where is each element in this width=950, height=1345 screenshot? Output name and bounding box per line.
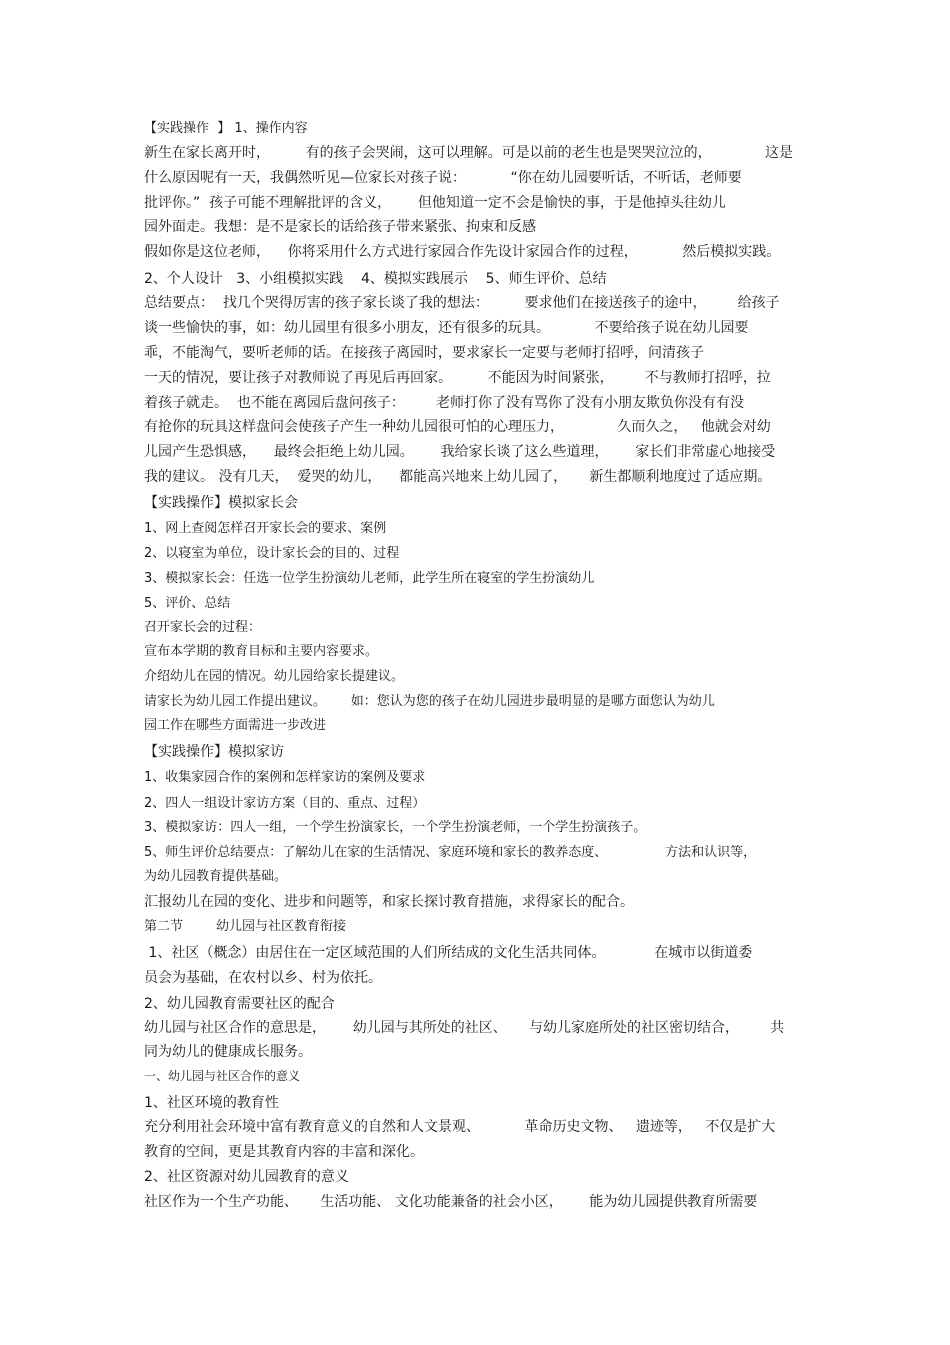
text-line: 1、社区环境的教育性: [144, 1095, 279, 1111]
text-line: 教育的空间，更是其教育内容的丰富和深化。: [144, 1144, 424, 1160]
text-line: 【实践操作 】 1、操作内容: [144, 121, 308, 136]
text-line: 汇报幼儿在园的变化、进步和问题等，和家长探讨教育措施，求得家长的配合。: [144, 894, 634, 910]
text-line: 1、网上查阅怎样召开家长会的要求、案例: [144, 521, 387, 536]
text-line: 新生在家长离开时， 有的孩子会哭闹，这可以理解。可是以前的老生也是哭哭泣泣的， 这是: [144, 145, 794, 161]
text-line: 员会为基础，在农村以乡、村为依托。: [144, 970, 382, 986]
text-line: 我的建议。 没有几天， 爱哭的幼儿， 都能高兴地来上幼儿园了， 新生都顺利地度过了适应期。: [144, 469, 772, 485]
text-line: 5、评价、总结: [144, 596, 231, 611]
text-line: 介绍幼儿在园的情况。幼儿园给家长提建议。: [144, 669, 405, 684]
text-line: 有抢你的玩具这样盘问会使孩子产生一种幼儿园很可怕的心理压力， 久而久之， 他就会对幼: [144, 419, 771, 435]
text-line: 乖，不能淘气，要听老师的话。在接孩子离园时，要求家长一定要与老师打招呼，问清孩子: [144, 345, 704, 361]
text-line: 同为幼儿的健康成长服务。: [144, 1044, 312, 1060]
section-heading: 第二节 幼儿园与社区教育衔接: [144, 919, 347, 934]
text-line: 充分利用社会环境中富有教育意义的自然和人文景观、 革命历史文物、 遗迹等， 不仅是扩大: [144, 1119, 776, 1135]
section-heading: 【实践操作】模拟家访: [144, 744, 284, 760]
text-line: 2、以寝室为单位，设计家长会的目的、过程: [144, 546, 400, 561]
text-line: 5、师生评价总结要点：了解幼儿在家的生活情况、家庭环境和家长的教养态度、 方法和认识等，: [144, 845, 757, 860]
text-line: 幼儿园与社区合作的意思是， 幼儿园与其所处的社区、 与幼儿家庭所处的社区密切结合， 共: [144, 1020, 785, 1036]
section-heading: 一、幼儿园与社区合作的意义: [144, 1069, 301, 1083]
text-line: 2、社区资源对幼儿园教育的意义: [144, 1169, 349, 1185]
text-line: 为幼儿园教育提供基础。: [144, 869, 288, 884]
text-line: 总结要点： 找几个哭得厉害的孩子家长谈了我的想法： 要求他们在接送孩子的途中， 给孩子: [144, 295, 780, 311]
text-line: 1、收集家园合作的案例和怎样家访的案例及要求: [144, 770, 426, 785]
text-line: 假如你是这位老师， 你将采用什么方式进行家园合作先设计家园合作的过程， 然后模拟实践。: [144, 244, 781, 260]
text-line: 1、社区（概念）由居住在一定区域范围的人们所结成的文化生活共同体。 在城市以街道委: [144, 945, 753, 961]
section-heading: 【实践操作】模拟家长会: [144, 495, 298, 511]
text-line: 召开家长会的过程：: [144, 620, 262, 635]
text-line: 着孩子就走。 也不能在离园后盘问孩子： 老师打你了没有骂你了没有小朋友欺负你没有有没: [144, 395, 745, 411]
text-line: 园外面走。我想：是不是家长的话给孩子带来紧张、拘束和反感: [144, 219, 536, 235]
text-line: 请家长为幼儿园工作提出建议。 如：您认为您的孩子在幼儿园进步最明显的是哪方面您认为幼儿: [144, 694, 715, 709]
text-line: 3、模拟家长会：任选一位学生扮演幼儿老师，此学生所在寝室的学生扮演幼儿: [144, 571, 595, 586]
text-line: 2、四人一组设计家访方案（目的、重点、过程）: [144, 796, 426, 811]
text-line: 2、幼儿园教育需要社区的配合: [144, 996, 335, 1012]
text-line: 园工作在哪些方面需进一步改进: [144, 718, 327, 733]
text-line: 社区作为一个生产功能、 生活功能、 文化功能兼备的社会小区， 能为幼儿园提供教育所需要: [144, 1194, 758, 1210]
text-line: 谈一些愉快的事，如：幼儿园里有很多小朋友，还有很多的玩具。 不要给孩子说在幼儿园要: [144, 320, 749, 336]
text-line: 3、模拟家访：四人一组，一个学生扮演家长，一个学生扮演老师，一个学生扮演孩子。: [144, 820, 647, 835]
text-line: 2、个人设计 3、小组模拟实践 4、模拟实践展示 5、师生评价、总结: [144, 271, 607, 287]
text-line: 宣布本学期的教育目标和主要内容要求。: [144, 644, 379, 659]
text-line: 儿园产生恐惧感， 最终会拒绝上幼儿园。 我给家长谈了这么些道理， 家长们非常虚心地接受: [144, 444, 776, 460]
text-line: 一天的情况，要让孩子对教师说了再见后再回家。 不能因为时间紧张， 不与教师打招呼，拉: [144, 370, 771, 386]
text-line: 什么原因呢有一天，我偶然听见—位家长对孩子说： “你在幼儿园要听话，不听话，老师要: [144, 170, 742, 186]
text-line: 批评你。” 孩子可能不理解批评的含义， 但他知道一定不会是愉快的事，于是他掉头往幼儿: [144, 195, 726, 211]
